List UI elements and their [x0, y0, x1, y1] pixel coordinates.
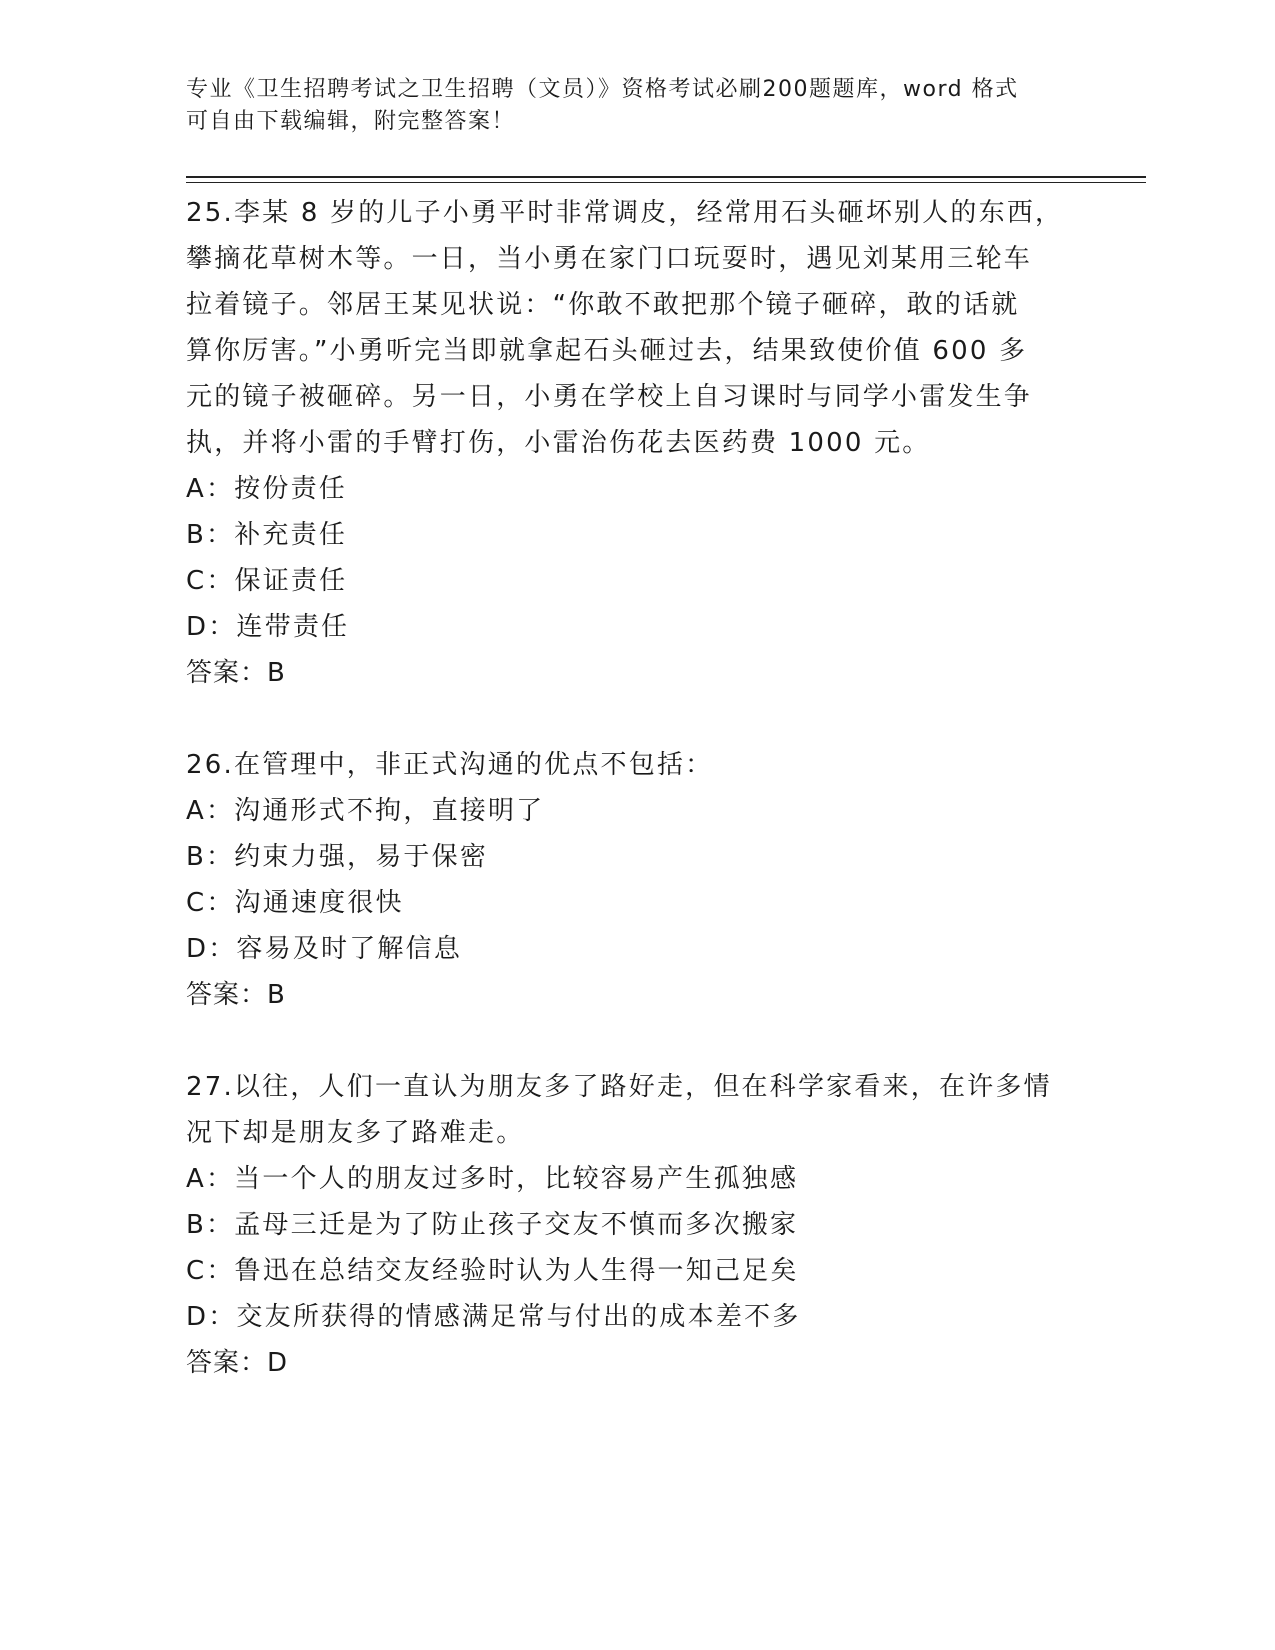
spacer: [186, 1018, 1076, 1064]
question-27: [186, 1064, 1076, 1386]
option-a: A：按份责任: [186, 474, 347, 504]
spacer: [186, 696, 1076, 742]
option-c: C：保证责任: [186, 566, 348, 596]
option-c: C：沟通速度很快: [186, 888, 404, 918]
question-26: [186, 742, 1076, 1018]
answer-label: 答案：B: [186, 980, 286, 1010]
option-a: A：沟通形式不拘，直接明了: [186, 796, 545, 826]
question-text-line: 执，并将小雷的手臂打伤，小雷治伤花去医药费 1000 元。: [186, 428, 931, 458]
option-c: C：鲁迅在总结交友经验时认为人生得一知己足矣: [186, 1256, 799, 1286]
header-rule-thick: [186, 176, 1146, 178]
option-a: A：当一个人的朋友过多时，比较容易产生孤独感: [186, 1164, 799, 1194]
question-text: [186, 1064, 1076, 1156]
question-text: [186, 742, 1076, 788]
question-25: [186, 190, 1076, 696]
question-text-line: 攀摘花草树木等。一日，当小勇在家门口玩耍时，遇见刘某用三轮车: [186, 244, 1033, 274]
question-text-line: 元的镜子被砸碎。另一日，小勇在学校上自习课时与同学小雷发生争: [186, 382, 1033, 412]
option-b: B：孟母三迁是为了防止孩子交友不慎而多次搬家: [186, 1210, 799, 1240]
option-d: D：连带责任: [186, 612, 350, 642]
option-b: B：补充责任: [186, 520, 348, 550]
answer-label: 答案：D: [186, 1348, 289, 1378]
question-text: [186, 190, 1076, 466]
header-line-2: 可自由下载编辑，附完整答案！: [186, 109, 516, 134]
header-line-1: 专业《卫生招聘考试之卫生招聘（文员）》资格考试必刷200题题库，word 格式: [186, 77, 1019, 102]
option-b: B：约束力强，易于保密: [186, 842, 489, 872]
question-text-line: 25.李某 8 岁的儿子小勇平时非常调皮，经常用石头砸坏别人的东西，: [186, 198, 1064, 228]
option-d: D：交友所获得的情感满足常与付出的成本差不多: [186, 1302, 801, 1332]
option-d: D：容易及时了解信息: [186, 934, 463, 964]
question-list: [186, 190, 1076, 1386]
question-text-line: 26.在管理中，非正式沟通的优点不包括：: [186, 750, 714, 780]
question-text-line: 拉着镜子。邻居王某见状说：“你敢不敢把那个镜子砸碎，敢的话就: [186, 290, 1020, 320]
question-text-line: 算你厉害。”小勇听完当即就拿起石头砸过去，结果致使价值 600 多: [186, 336, 1028, 366]
header-rule-thin: [186, 182, 1146, 183]
document-header: [186, 74, 1066, 138]
question-text-line: 况下却是朋友多了路难走。: [186, 1118, 525, 1148]
question-text-line: 27.以往，人们一直认为朋友多了路好走，但在科学家看来，在许多情: [186, 1072, 1052, 1102]
answer-label: 答案：B: [186, 658, 286, 688]
